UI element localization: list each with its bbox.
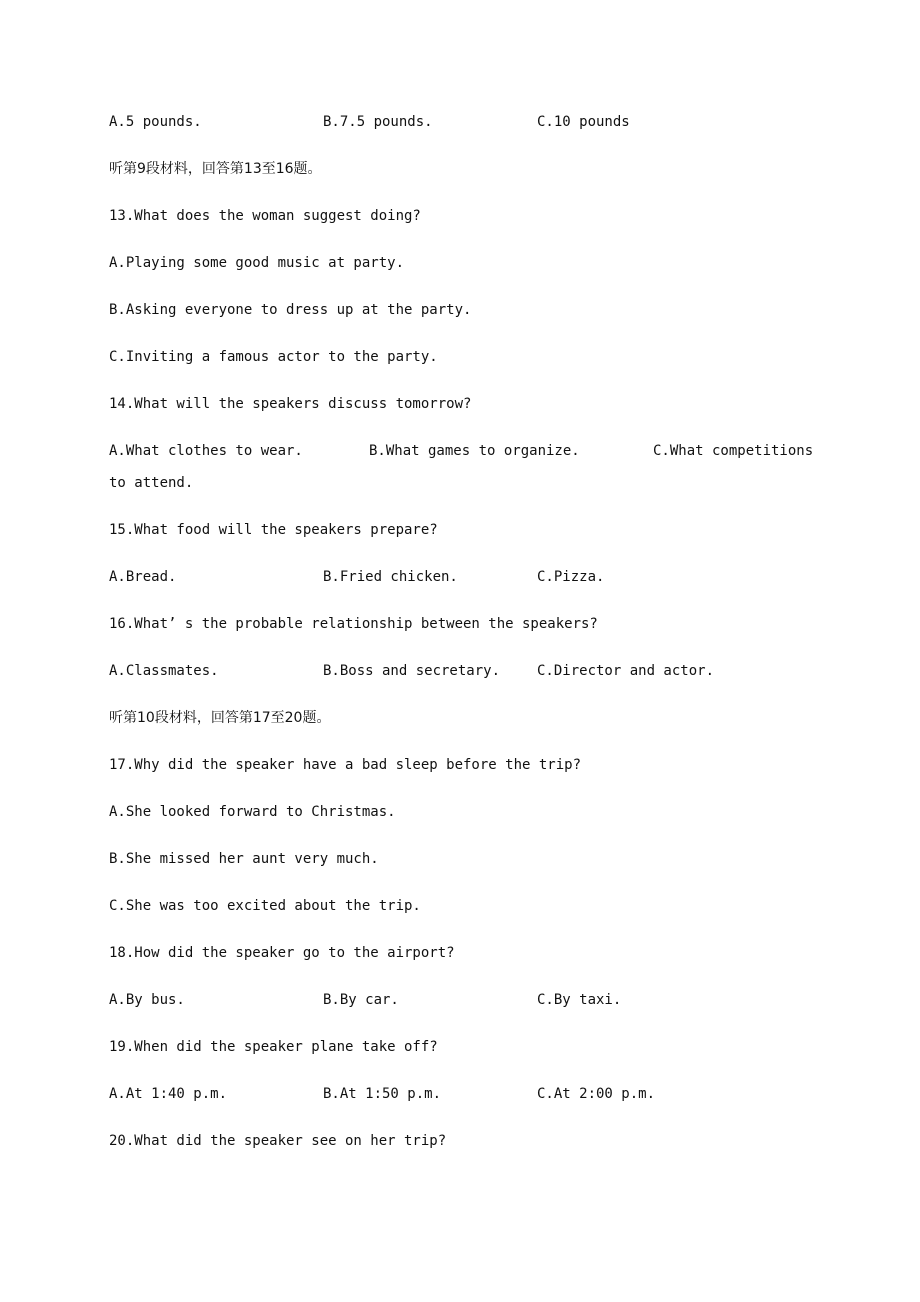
q17-option-b: B.She missed her aunt very much. xyxy=(109,851,379,867)
q14-option-a: A.What clothes to wear. xyxy=(109,443,303,459)
q18-option-b: B.By car. xyxy=(323,992,399,1008)
q16-question: 16.What’ s the probable relationship between the speakers? xyxy=(109,616,598,632)
q18-option-a: A.By bus. xyxy=(109,992,185,1008)
section-10-instruction: 听第10段材料，回答第17至20题。 xyxy=(109,710,331,726)
q16-option-b: B.Boss and secretary. xyxy=(323,663,501,679)
q15-question: 15.What food will the speakers prepare? xyxy=(109,522,438,538)
q13-question: 13.What does the woman suggest doing? xyxy=(109,208,421,224)
section-9-instruction: 听第9段材料，回答第13至16题。 xyxy=(109,161,322,177)
q17-option-c: C.She was too excited about the trip. xyxy=(109,898,421,914)
q12-option-b: B.7.5 pounds. xyxy=(323,114,433,130)
q19-option-b: B.At 1:50 p.m. xyxy=(323,1086,442,1102)
q19-option-a: A.At 1:40 p.m. xyxy=(109,1086,228,1102)
q15-option-a: A.Bread. xyxy=(109,569,177,585)
q15-option-b: B.Fried chicken. xyxy=(323,569,458,585)
q17-question: 17.Why did the speaker have a bad sleep before the trip? xyxy=(109,757,582,773)
q16-option-a: A.Classmates. xyxy=(109,663,219,679)
q14-option-b: B.What games to organize. xyxy=(369,443,580,459)
q12-option-c: C.10 pounds xyxy=(537,114,630,130)
q20-question: 20.What did the speaker see on her trip? xyxy=(109,1133,447,1149)
q18-question: 18.How did the speaker go to the airport? xyxy=(109,945,455,961)
q18-option-c: C.By taxi. xyxy=(537,992,622,1008)
q14-question: 14.What will the speakers discuss tomorrow? xyxy=(109,396,472,412)
q13-option-c: C.Inviting a famous actor to the party. xyxy=(109,349,438,365)
q19-question: 19.When did the speaker plane take off? xyxy=(109,1039,438,1055)
q17-option-a: A.She looked forward to Christmas. xyxy=(109,804,396,820)
q13-option-a: A.Playing some good music at party. xyxy=(109,255,405,271)
q15-option-c: C.Pizza. xyxy=(537,569,605,585)
q13-option-b: B.Asking everyone to dress up at the party. xyxy=(109,302,472,318)
q16-option-c: C.Director and actor. xyxy=(537,663,715,679)
q19-option-c: C.At 2:00 p.m. xyxy=(537,1086,656,1102)
q14-option-c-continued: to attend. xyxy=(109,475,194,491)
q14-option-c: C.What competitions xyxy=(653,443,814,459)
q12-option-a: A.5 pounds. xyxy=(109,114,202,130)
